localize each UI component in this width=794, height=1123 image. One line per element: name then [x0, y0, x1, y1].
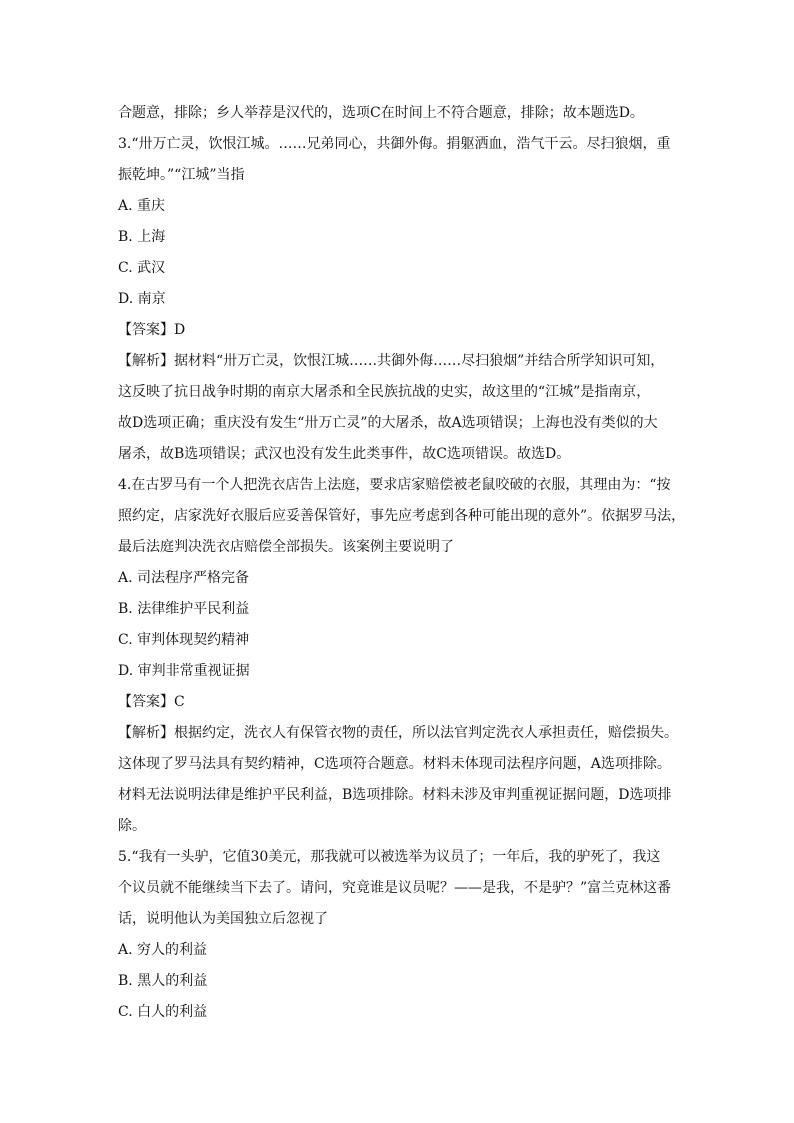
option-d: D. 南京	[118, 291, 166, 307]
option-c: C. 武汉	[118, 260, 166, 276]
text-line: 照约定，店家洗好衣服后应妥善保管好，事先应考虑到各种可能出现的意外”。依据罗马法，	[118, 508, 686, 524]
option-b: B. 黑人的利益	[118, 973, 208, 989]
option-d: D. 审判非常重视证据	[118, 663, 250, 679]
option-c: C. 白人的利益	[118, 1004, 208, 1020]
question-5-stem: 5.“我有一头驴，它值30美元，那我就可以被选举为议员了；一年后，我的驴死了，我这	[118, 849, 661, 865]
answer-label: 【答案】C	[118, 694, 185, 710]
analysis-text: 【解析】据材料“卅万亡灵，饮恨江城……共御外侮……尽扫狼烟”并结合所学知识可知，	[118, 353, 665, 369]
option-c: C. 审判体现契约精神	[118, 632, 250, 648]
option-a: A. 司法程序严格完备	[118, 570, 250, 586]
option-a: A. 穷人的利益	[118, 942, 208, 958]
option-a: A. 重庆	[118, 198, 166, 214]
question-4-stem: 4.在古罗马有一个人把洗衣店告上法庭，要求店家赔偿被老鼠咬破的衣服，其理由为：“按	[118, 477, 671, 493]
analysis-text: 屠杀，故B选项错误；武汉也没有发生此类事件，故C选项错误。故选D。	[118, 446, 571, 462]
text-line: 振乾坤。”“江城”当指	[118, 167, 245, 183]
option-b: B. 上海	[118, 229, 166, 245]
analysis-text: 故D选项正确；重庆没有发生“卅万亡灵”的大屠杀，故A选项错误；上海也没有类似的大	[118, 415, 658, 431]
text-line: 最后法庭判决洗衣店赔偿全部损失。该案例主要说明了	[118, 539, 454, 555]
analysis-text: 这反映了抗日战争时期的南京大屠杀和全民族抗战的史实，故这里的“江城”是指南京，	[118, 384, 651, 400]
text-line: 话，说明他认为美国独立后忽视了	[118, 911, 328, 927]
option-b: B. 法律维护平民利益	[118, 601, 250, 617]
analysis-text: 【解析】根据约定，洗衣人有保管衣物的责任，所以法官判定洗衣人承担责任，赔偿损失。	[118, 725, 678, 741]
analysis-text: 这体现了罗马法具有契约精神，C选项符合题意。材料未体现司法程序问题，A选项排除。	[118, 756, 671, 772]
text-line: 个议员就不能继续当下去了。请问，究竟谁是议员呢？——是我，不是驴？”富兰克林这番	[118, 880, 672, 896]
analysis-text: 材料无法说明法律是维护平民利益，B选项排除。材料未涉及审判重视证据问题，D选项排	[118, 787, 672, 803]
answer-label: 【答案】D	[118, 322, 186, 338]
question-3-stem: 3.“卅万亡灵，饮恨江城。……兄弟同心，共御外侮。捐躯洒血，浩气干云。尽扫狼烟，重	[118, 136, 671, 152]
text-line: 合题意，排除；乡人举荐是汉代的，选项C在时间上不符合题意，排除；故本题选D。	[118, 105, 644, 121]
analysis-text: 除。	[118, 818, 146, 834]
